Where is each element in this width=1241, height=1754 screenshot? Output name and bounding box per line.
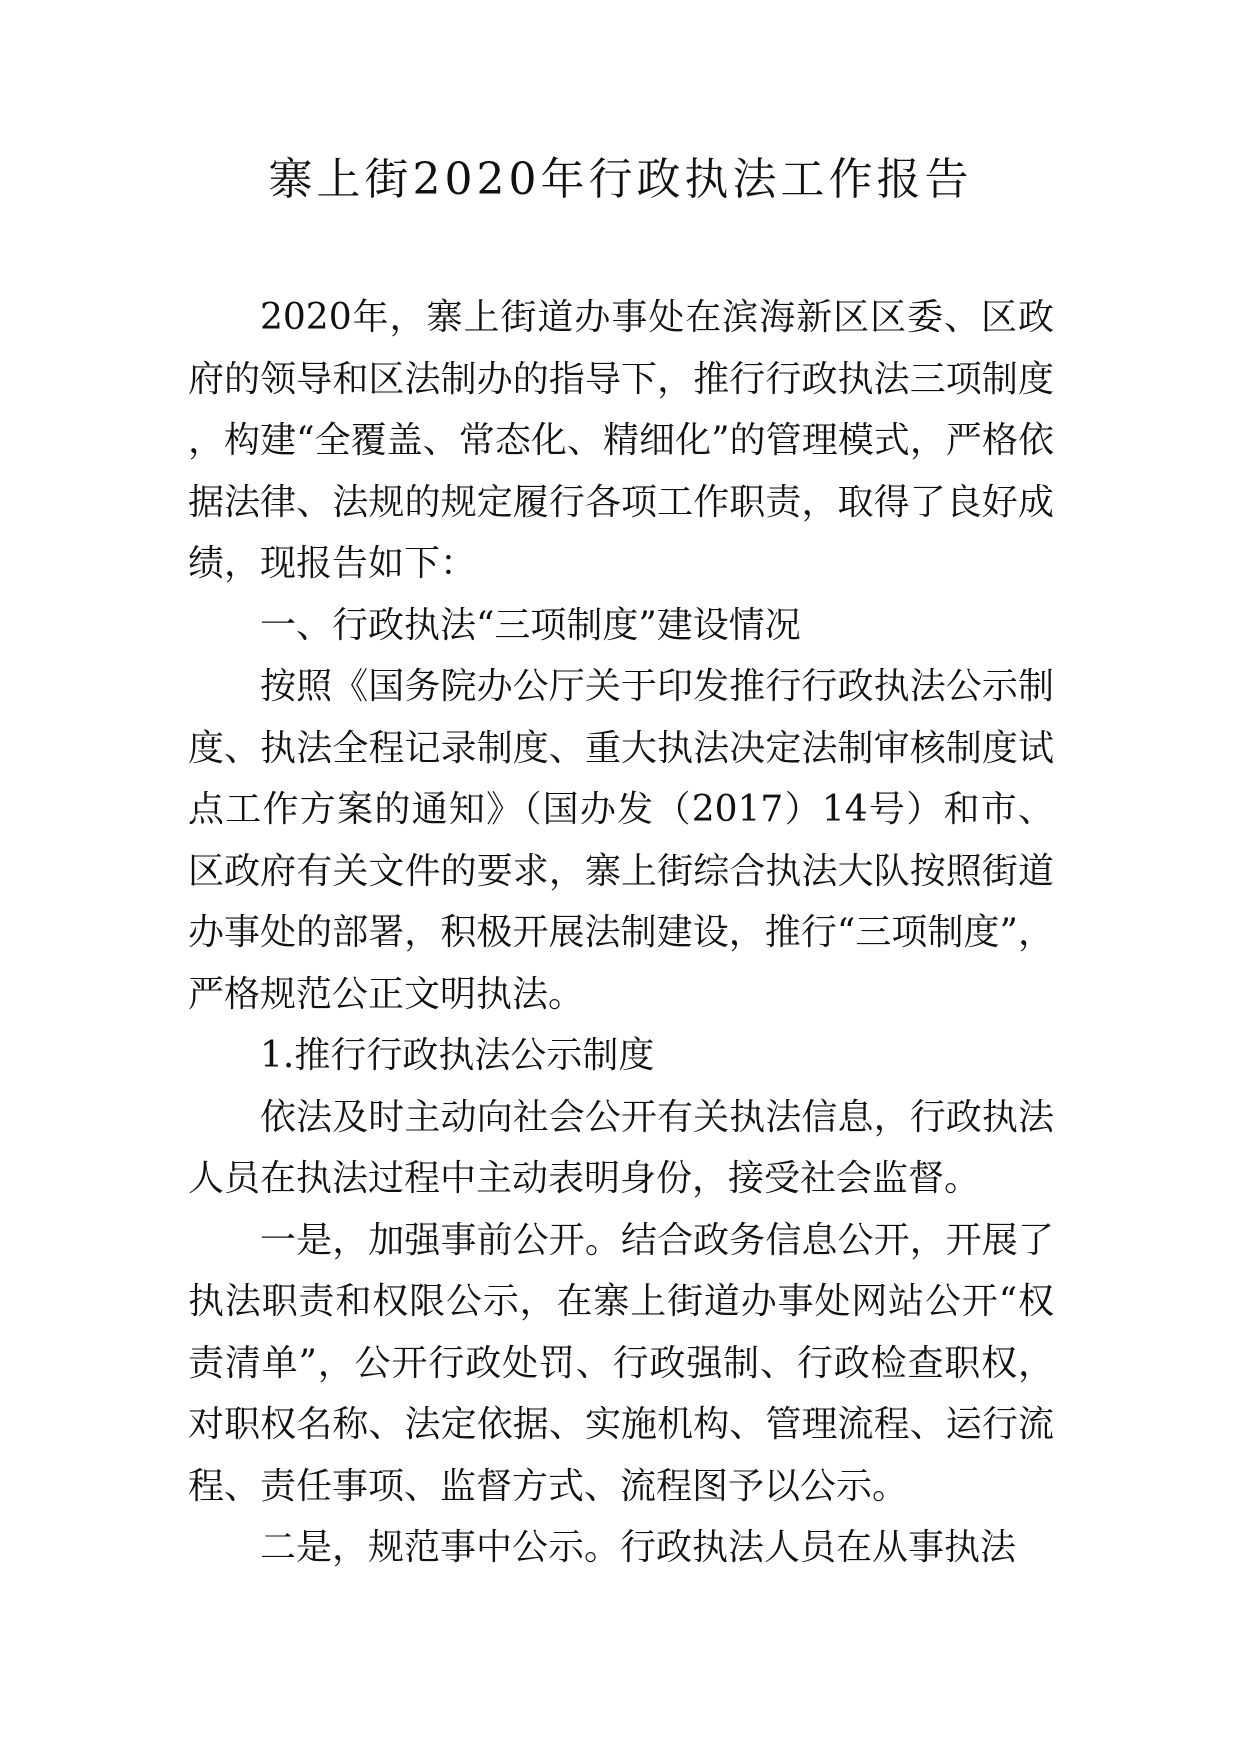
- document-body: [188, 287, 1054, 1579]
- subsection-heading-1: 1.推行行政执法公示制度: [260, 1035, 655, 1076]
- paragraph-intro: 2020年，寨上街道办事处在滨海新区区委、区政府的领导和区法制办的指导下，推行行政执法三项制度，构建“全覆盖、常态化、精细化”的管理模式，严格依据法律、法规的规定履行各项工作职责，取得了良好成绩，现报告如下：: [188, 297, 1054, 584]
- paragraph-during-disclosure: 二是，规范事中公示。行政执法人员在从事执法: [260, 1527, 1017, 1568]
- paragraph-prior-disclosure: 一是，加强事前公开。结合政务信息公开，开展了执法职责和权限公示，在寨上街道办事处网站公开“权责清单”，公开行政处罚、行政强制、行政检查职权，对职权名称、法定依据、实施机构、管理流程、运行流程、责任事项、监督方式、流程图予以公示。: [188, 1219, 1054, 1507]
- paragraph-disclosure: 依法及时主动向社会公开有关执法信息，行政执法人员在执法过程中主动表明身份，接受社会监督。: [188, 1096, 1054, 1199]
- document-title: 寨上街2020年行政执法工作报告: [268, 154, 973, 205]
- section-heading-1: 一、行政执法“三项制度”建设情况: [260, 604, 801, 646]
- paragraph-basis: 按照《国务院办公厅关于印发推行行政执法公示制度、执法全程记录制度、重大执法决定法制审核制度试点工作方案的通知》（国办发（2017）14号）和市、区政府有关文件的要求，寨上街综合执法大队按照街道办事处的部署，积极开展法制建设，推行“三项制度”，严格规范公正文明执法。: [188, 666, 1054, 1015]
